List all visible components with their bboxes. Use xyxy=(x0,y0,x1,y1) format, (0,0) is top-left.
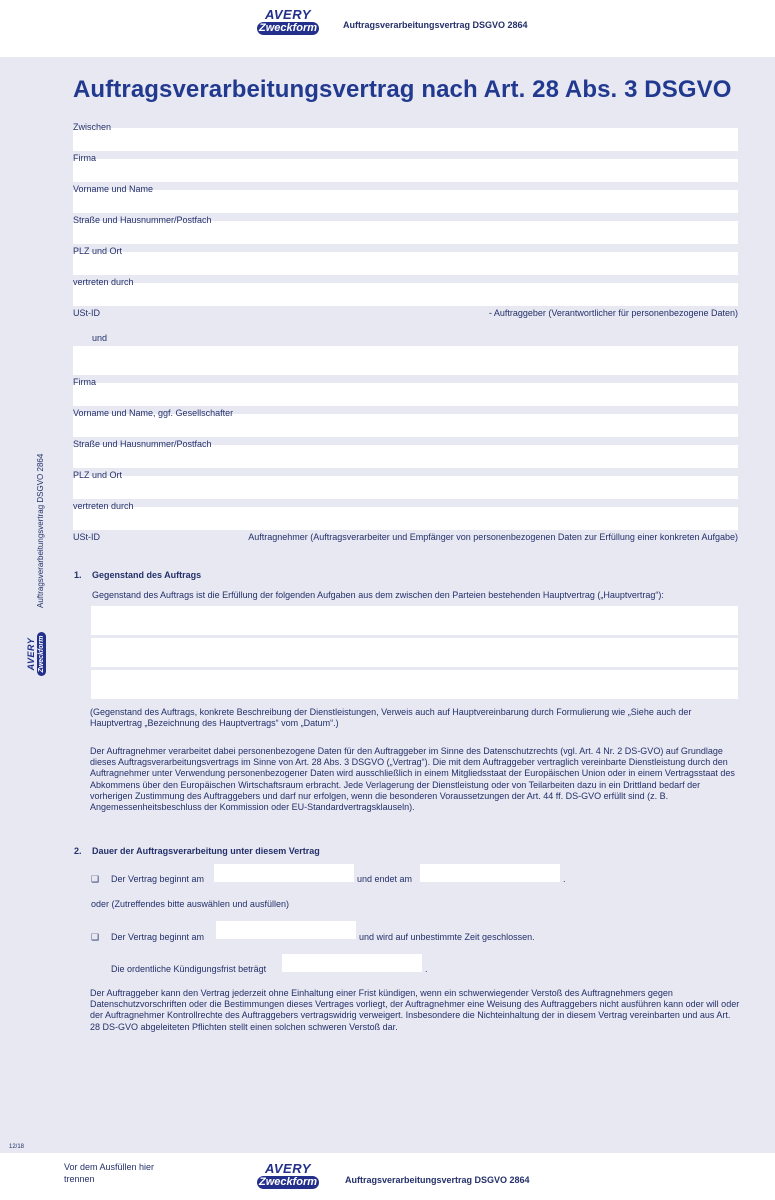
label-plz-1: PLZ und Ort xyxy=(73,246,123,256)
header-doc-title: Auftragsverarbeitungsvertrag DSGVO 2864 xyxy=(343,20,528,30)
field-firma-1[interactable] xyxy=(73,159,738,182)
label-name-2: Vorname und Name, ggf. Gesellschafter xyxy=(73,408,234,418)
option1-start-label: Der Vertrag beginnt am xyxy=(111,874,205,884)
footer-strip xyxy=(0,1144,775,1200)
field-vertreten-1[interactable] xyxy=(73,283,738,306)
role-auftragnehmer: Auftragnehmer (Auftragsverarbeiter und Empfänger von personenbezogenen Daten zur Erfüllung einer konkreten Aufgabe) xyxy=(248,532,738,542)
section1-number: 1. xyxy=(74,570,82,580)
task-line-2[interactable] xyxy=(91,638,738,667)
side-logo-zweckform: Zweckform xyxy=(37,632,46,676)
task-line-3[interactable] xyxy=(91,670,738,699)
page-code: 12/18 xyxy=(9,1144,25,1150)
field-firma-2[interactable] xyxy=(73,383,738,406)
notice-dot: . xyxy=(425,964,428,974)
side-logo-avery: AVERY xyxy=(26,637,36,671)
section1-hint: (Gegenstand des Auftrags, konkrete Beschreibung der Dienstleistungen, Verweis auch auf Hauptvereinbarung durch Formulierung wie „Siehe auch der Hauptvertrag „Bezeichnung des Hauptvertrags“ vom „Datum“.) xyxy=(90,707,692,729)
notice-period-field[interactable] xyxy=(282,954,422,972)
logo-avery: AVERY xyxy=(264,7,312,22)
cut-hint-line2: trennen xyxy=(64,1174,95,1184)
option1-end-label: und endet am xyxy=(357,874,413,884)
footer-logo-avery: AVERY xyxy=(264,1161,312,1176)
field-und[interactable] xyxy=(73,346,738,375)
task-line-1[interactable] xyxy=(91,606,738,635)
option1-dot: . xyxy=(563,874,566,884)
section2-heading: Dauer der Auftragsverarbeitung unter diesem Vertrag xyxy=(92,846,320,856)
section2-body: Der Auftraggeber kann den Vertrag jederzeit ohne Einhaltung einer Frist kündigen, wenn ein schwerwiegender Verstoß des Auftragnehmers gegen Datenschutzvorschriften oder die Bestimmungen dieses Vertrages vorliegt, der Auftragnehmer eine Weisung des Auftraggebers nicht ausführen kann oder will oder der Auftragnehmer Kontrollrechte des Auftraggebers vertragswidrig verweigert. Insbesondere die Nichteinhaltung der in diesem Vertrag vereinbarten und aus Art. 28 DS-GVO abgeleiteten Pflichten stellt einen solchen schweren Verstoß dar. xyxy=(90,988,740,1032)
role-auftraggeber: - Auftraggeber (Verantwortlicher für personenbezogene Daten) xyxy=(488,308,738,318)
avery-logo xyxy=(257,8,319,35)
label-ustid-2: USt-ID xyxy=(73,532,100,542)
field-name-1[interactable] xyxy=(73,190,738,213)
section1-intro: Gegenstand des Auftrags ist die Erfüllung der folgenden Aufgaben aus dem zwischen den Parteien bestehenden Hauptvertrag („Hauptvertrag“): xyxy=(92,590,664,600)
label-ustid-1: USt-ID xyxy=(73,308,100,318)
side-vertical-title: Auftragsverarbeitungsvertrag DSGVO 2864 xyxy=(36,453,45,608)
option1-end-date[interactable] xyxy=(420,864,560,882)
or-text: oder (Zutreffendes bitte auswählen und ausfüllen) xyxy=(91,899,289,909)
label-vertreten-2: vertreten durch xyxy=(73,501,134,511)
label-firma-1: Firma xyxy=(73,153,96,163)
label-vertreten-1: vertreten durch xyxy=(73,277,134,287)
section1-heading: Gegenstand des Auftrags xyxy=(92,570,202,580)
label-name-1: Vorname und Name xyxy=(73,184,154,194)
label-strasse-1: Straße und Hausnummer/Postfach xyxy=(73,215,212,225)
field-vertreten-2[interactable] xyxy=(73,507,738,530)
header-strip xyxy=(0,0,775,57)
label-plz-2: PLZ und Ort xyxy=(73,470,123,480)
footer-doc-title: Auftragsverarbeitungsvertrag DSGVO 2864 xyxy=(345,1175,530,1185)
page-title: Auftragsverarbeitungsvertrag nach Art. 28 Abs. 3 DSGVO xyxy=(73,76,732,103)
label-und: und xyxy=(92,333,108,343)
label-strasse-2: Straße und Hausnummer/Postfach xyxy=(73,439,212,449)
field-plz-1[interactable] xyxy=(73,252,738,275)
field-plz-2[interactable] xyxy=(73,476,738,499)
notice-label: Die ordentliche Kündigungsfrist beträgt xyxy=(111,964,267,974)
logo-zweckform: Zweckform xyxy=(259,22,318,34)
checkbox-option1[interactable]: ❑ xyxy=(91,874,100,884)
footer-avery-logo xyxy=(257,1162,319,1189)
option2-start-date[interactable] xyxy=(216,921,356,939)
section1-body: Der Auftragnehmer verarbeitet dabei personenbezogene Daten für den Auftraggeber im Sinne des Datenschutzrechts (vgl. Art. 4 Nr. 2 DS-GVO) auf Grundlage dieses Auftragsverarbeitungsvertrags im Sinne von Art. 28 Abs. 3 DSGVO („Vertrag“). Die mit dem Auftraggeber vertraglich vereinbarte Dienstleistung durch den Auftragnehmer unter Verwendung personenbezogener Daten wird ausschließlich in einem Mitgliedsstaat der Europäischen Union oder in einem Vertragsstaat des Abkommens über den Europäischen Wirtschaftsraum erbracht. Jede Verlagerung der Dienstleistung oder von Teilarbeiten dazu in ein Drittland bedarf der vorherigen Zustimmung des Auftraggebers und darf nur erfolgen, wenn die besonderen Voraussetzungen der Art. 44 ff. DS-GVO erfüllt sind (z. B. Angemessenheitsbeschluss der Kommission oder EU-Standardvertragsklauseln). xyxy=(90,746,735,813)
cut-hint-line1: Vor dem Ausfüllen hier xyxy=(64,1162,155,1172)
option1-start-date[interactable] xyxy=(214,864,354,882)
side-avery-logo xyxy=(27,632,46,676)
option2-rest: und wird auf unbestimmte Zeit geschlossen. xyxy=(359,932,535,942)
label-firma-2: Firma xyxy=(73,377,96,387)
label-zwischen: Zwischen xyxy=(73,122,112,132)
checkbox-option2[interactable]: ❑ xyxy=(91,932,100,942)
option2-start-label: Der Vertrag beginnt am xyxy=(111,932,205,942)
footer-logo-zweckform: Zweckform xyxy=(259,1176,318,1188)
section2-number: 2. xyxy=(74,846,82,856)
cut-hint xyxy=(64,1161,154,1185)
field-zwischen[interactable] xyxy=(73,128,738,151)
